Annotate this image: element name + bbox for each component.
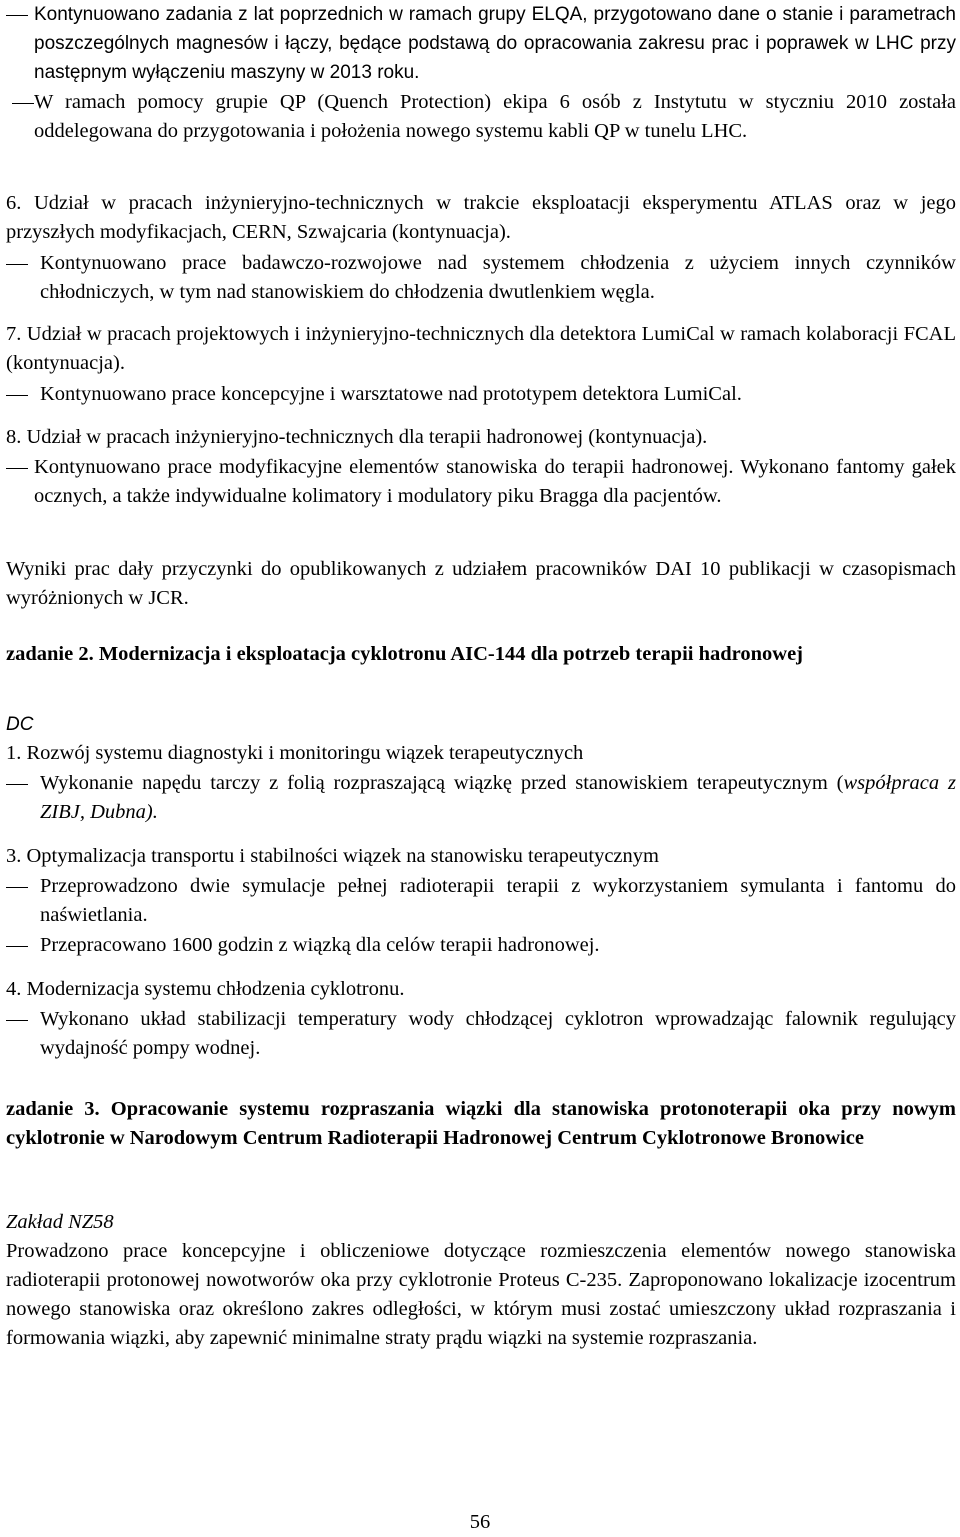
dash-bullet [6, 395, 28, 396]
dash-bullet [12, 103, 34, 104]
page-number: 56 [469, 1511, 491, 1533]
paragraph-hadron-heading: 8. Udział w pracach inżynieryjno-technicznych dla terapii hadronowej (kontynuacja). [6, 426, 708, 448]
dash-bullet [6, 468, 28, 469]
paragraph-atlas-heading: 6. Udział w pracach inżynieryjno-technicznych w trakcie eksploatacji eksperymentu ATLAS oraz w jego przyszłych modyfikacjach, CERN, Szwajcaria (kontynuacja). [6, 192, 956, 243]
dc-label: DC [6, 714, 34, 735]
paragraph-lumical-heading: 7. Udział w pracach projektowych i inżynieryjno-technicznych dla detektora LumiCal w ramach kolaboracji FCAL (kontynuacja). [6, 323, 956, 374]
paragraph-diagnostics: 1. Rozwój systemu diagnostyki i monitoringu wiązek terapeutycznych [6, 742, 584, 764]
paragraph-proton-eye: Prowadzono prace koncepcyjne i obliczeniowe dotyczące rozmieszczenia elementów nowego stanowiska radioterapii protonowej nowotworów oka przy cyklotronie Proteus C-235. Zaproponowano lokalizacje izocentrum nowego stanowiska oraz określono zakres odległości, w którym musi zostać umieszczony układ rozpraszania i formowania wiązki, aby zapewnić minimalne straty prądu wiązki na systemie rozpraszania. [6, 1240, 956, 1349]
paragraph-simulations: Przeprowadzono dwie symulacje pełnej radioterapii terapii z wykorzystaniem symulanta i fantomu do naświetlania. [40, 875, 956, 926]
paragraph-transport: 3. Optymalizacja transportu i stabilności wiązek na stanowisku terapeutycznym [6, 845, 659, 867]
paragraph-stabilization: Wykonano układ stabilizacji temperatury wody chłodzącej cyklotron wprowadzając falownik regulujący wydajność pompy wodnej. [40, 1008, 956, 1059]
paragraph-target-drive [40, 769, 956, 827]
dash-bullet [6, 946, 28, 947]
dash-bullet [6, 784, 28, 785]
target-drive-cooperation: współpraca z ZIBJ, Dubna). [40, 772, 956, 823]
nz58-label: Zakład NZ58 [6, 1211, 114, 1233]
target-drive-text: Wykonanie napędu tarczy z folią rozpraszającą wiązkę przed stanowiskiem terapeutycznym ( [40, 772, 844, 794]
task2-heading: zadanie 2. Modernizacja i eksploatacja cyklotronu AIC-144 dla potrzeb terapii hadronowej [6, 643, 803, 665]
dash-bullet [6, 264, 28, 265]
paragraph-elqa: Kontynuowano zadania z lat poprzednich w ramach grupy ELQA, przygotowano dane o stanie i parametrach poszczególnych magnesów i łączy, będące podstawą do opracowania zakresu prac i poprawek w LHC przy następnym wyłączeniu maszyny w 2013 roku. [34, 4, 956, 83]
dash-bullet [6, 887, 28, 888]
paragraph-lumical: Kontynuowano prace koncepcyjne i warsztatowe nad prototypem detektora LumiCal. [40, 383, 742, 405]
paragraph-hours: Przepracowano 1600 godzin z wiązką dla celów terapii hadronowej. [40, 934, 600, 956]
task3-heading: zadanie 3. Opracowanie systemu rozpraszania wiązki dla stanowiska protonoterapii oka przy nowym cyklotronie w Narodowym Centrum Radioterapii Hadronowej Centrum Cyklotronowe Bronowice [6, 1098, 956, 1149]
paragraph-qp: W ramach pomocy grupie QP (Quench Protection) ekipa 6 osób z Instytutu w styczniu 2010 została oddelegowana do przygotowania i położenia nowego systemu kabli QP w tunelu LHC. [34, 91, 956, 142]
dash-bullet [6, 15, 28, 16]
paragraph-cooling: Kontynuowano prace badawczo-rozwojowe nad systemem chłodzenia z użyciem innych czynników chłodniczych, w tym nad stanowiskiem do chłodzenia dwutlenkiem węgla. [40, 252, 956, 303]
paragraph-hadron: Kontynuowano prace modyfikacyjne elementów stanowiska do terapii hadronowej. Wykonano fantomy gałek ocznych, a także indywidualne kolimatory i modulatory piku Bragga dla pacjentów. [34, 456, 956, 507]
paragraph-cooling-modernization: 4. Modernizacja systemu chłodzenia cyklotronu. [6, 978, 405, 1000]
paragraph-results: Wyniki prac dały przyczynki do opublikowanych z udziałem pracowników DAI 10 publikacji w czasopismach wyróżnionych w JCR. [6, 558, 956, 609]
dash-bullet [6, 1020, 28, 1021]
